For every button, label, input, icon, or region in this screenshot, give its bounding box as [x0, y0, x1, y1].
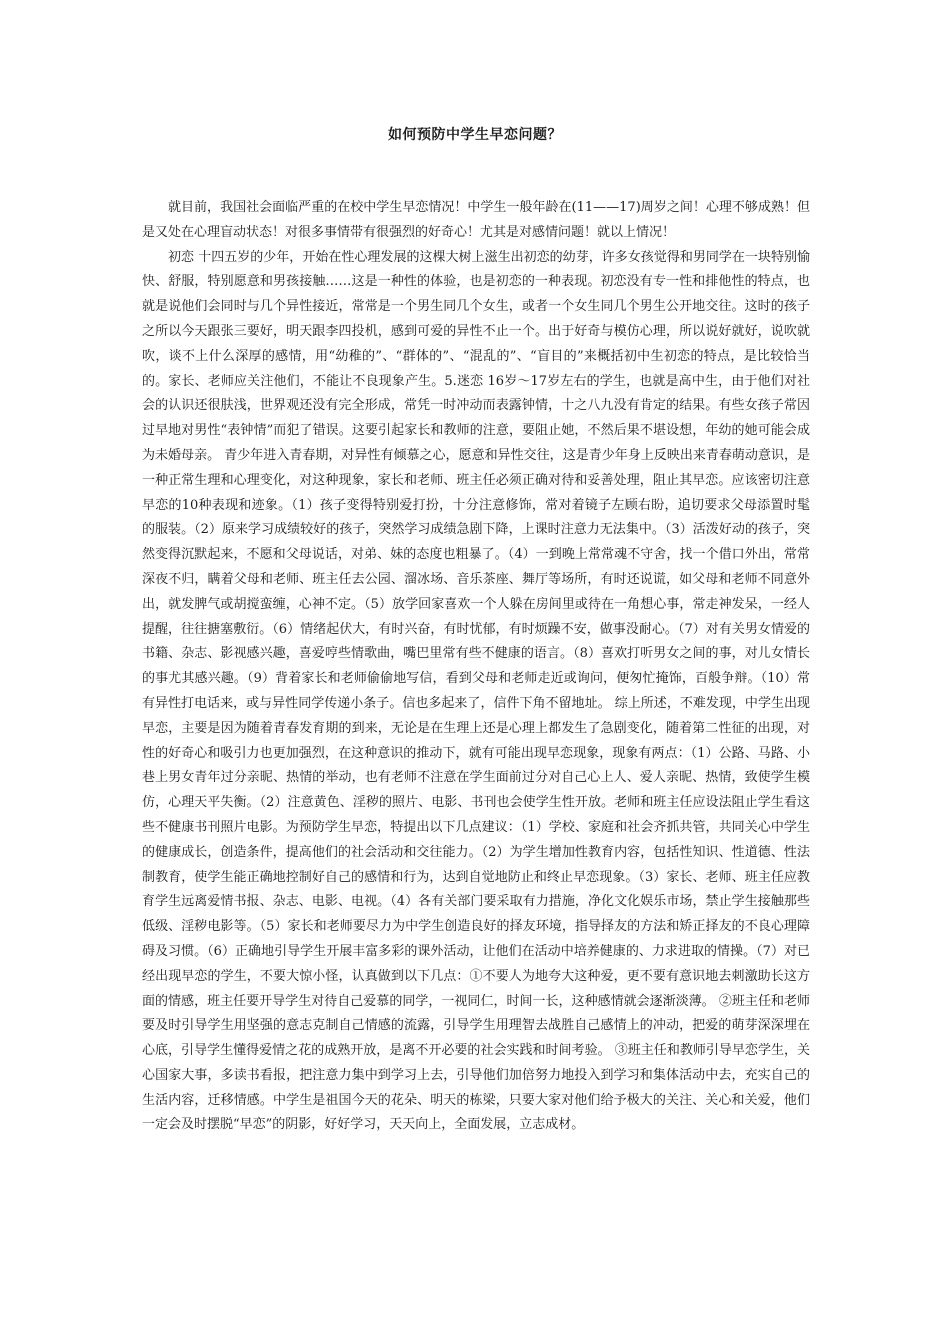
document-body [142, 196, 810, 1138]
paragraph-main: 初恋 十四五岁的少年，开始在性心理发展的这棵大树上滋生出初恋的幼芽，许多女孩觉得和男同学在一块特别愉快、舒服，特别愿意和男孩接触……这是一种性的体验，也是初恋的一种表现。初恋没有专一性和排他性的特点，也就是说他们会同时与几个异性接近，常常是一个男生同几个女生，或者一个女生同几个男生公开地交往。这时的孩子之所以今天跟张三要好，明天跟李四投机，感到可爱的异性不止一个。出于好奇与模仿心理，所以说好就好，说吹就吹，谈不上什么深厚的感情，用“幼稚的”、“群体的”、“混乱的”、“盲目的”来概括初中生初恋的特点，是比较恰当的。家长、老师应关注他们，不能让不良现象产生。5.迷恋 16岁～17岁左右的学生，也就是高中生，由于他们对社会的认识还很肤浅，世界观还没有完全形成，常凭一时冲动而表露钟情，十之八九没有肯定的结果。有些女孩子常因过早地对男性“表钟情”而犯了错误。这要引起家长和教师的注意，要阻止她，不然后果不堪设想，年幼的她可能会成为未婚母亲。 青少年进入青春期，对异性有倾慕之心，愿意和异性交往，这是青少年身上反映出来青春萌动意识，是一种正常生理和心理变化，对这种现象，家长和老师、班主任必须正确对待和妥善处理，阻止其早恋。应该密切注意早恋的10种表现和迹象。（1）孩子变得特别爱打扮，十分注意修饰，常对着镜子左顾右盼，追切要求父母添置时髦的服装。（2）原来学习成绩较好的孩子，突然学习成绩急剧下降，上课时注意力无法集中。（3）活泼好动的孩子，突然变得沉默起来，不愿和父母说话，对弟、妹的态度也粗暴了。（4）一到晚上常常魂不守舍，找一个借口外出，常常深夜不归，瞒着父母和老师、班主任去公园、溜冰场、音乐茶座、舞厅等场所，有时还说谎，如父母和老师不同意外出，就发脾气或胡搅蛮缠，心神不定。（5）放学回家喜欢一个人躲在房间里或待在一角想心事，常走神发呆，一经人提醒，往往搪塞敷衍。（6）情绪起伏大，有时兴奋，有时忧郁，有时烦躁不安，做事没耐心。（7）对有关男女情爱的书籍、杂志、影视感兴趣，喜爱哼些情歌曲，嘴巴里常有些不健康的语言。（8）喜欢打听男女之间的事，对儿女情长的事尤其感兴趣。（9）背着家长和老师偷偷地写信，看到父母和老师走近或询问，便匆忙掩饰，百般争辩。（10）常有异性打电话来，或与异性同学传递小条子。信也多起来了，信件下角不留地址。 综上所述，不难发现，中学生出现早恋，主要是因为随着青春发育期的到来，无论是在生理上还是心理上都发生了急剧变化，随着第二性征的出现，对性的好奇心和吸引力也更加强烈，在这种意识的推动下，就有可能出现早恋现象，现象有两点：（1）公路、马路、小巷上男女青年过分亲昵、热情的举动，也有老师不注意在学生面前过分对自己心上人、爱人亲昵、热情，致使学生模仿，心理天平失衡。（2）注意黄色、淫秽的照片、电影、书刊也会使学生性开放。老师和班主任应设法阻止学生看这些不健康书刊照片电影。为预防学生早恋，特提出以下几点建议：（1）学校、家庭和社会齐抓共管，共同关心中学生的健康成长，创造条件，提高他们的社会活动和交往能力。（2）为学生增加性教育内容，包括性知识、性道德、性法制教育，使学生能正确地控制好自己的感情和行为，达到自觉地防止和终止早恋现象。（3）家长、老师、班主任应教育学生远离爱情书报、杂志、电影、电视。（4）各有关部门要采取有力措施，净化文化娱乐市场，禁止学生接触那些低级、淫秽电影等。（5）家长和老师要尽力为中学生创造良好的择友环境，指导择友的方法和矫正择友的不良心理障碍及习惯。（6）正确地引导学生开展丰富多彩的课外活动，让他们在活动中培养健康的、力求进取的情操。（7）对已经出现早恋的学生，不要大惊小怪，认真做到以下几点：①不要人为地夸大这种爱，更不要有意识地去刺激助长这方面的情感，班主任要开导学生对待自己爱慕的同学，一视同仁，时间一长，这种感情就会逐渐淡薄。 ②班主任和老师要及时引导学生用坚强的意志克制自己情感的流露，引导学生用理智去战胜自己感情上的冲动，把爱的萌芽深深埋在心底，引导学生懂得爱情之花的成熟开放，是离不开必要的社会实践和时间考验。 ③班主任和教师引导早恋学生，关心国家大事，多读书看报，把注意力集中到学习上去，引导他们加倍努力地投入到学习和集体活动中去，充实自己的生活内容，迁移情感。中学生是祖国今天的花朵、明天的栋梁，只要大家对他们给予极大的关注、关心和关爱，他们一定会及时摆脱“早恋”的阴影，好好学习，天天向上，全面发展，立志成材。 [142, 249, 810, 1133]
document-title: 如何预防中学生早恋问题？ [388, 127, 562, 143]
paragraph-intro: 就目前，我国社会面临严重的在校中学生早恋情况！中学生一般年龄在(11——17)周岁之间！心理不够成熟！但是又处在心理盲动状态！对很多事情带有很强烈的好奇心！尤其是对感情问题！就以上情况！ [142, 200, 810, 240]
